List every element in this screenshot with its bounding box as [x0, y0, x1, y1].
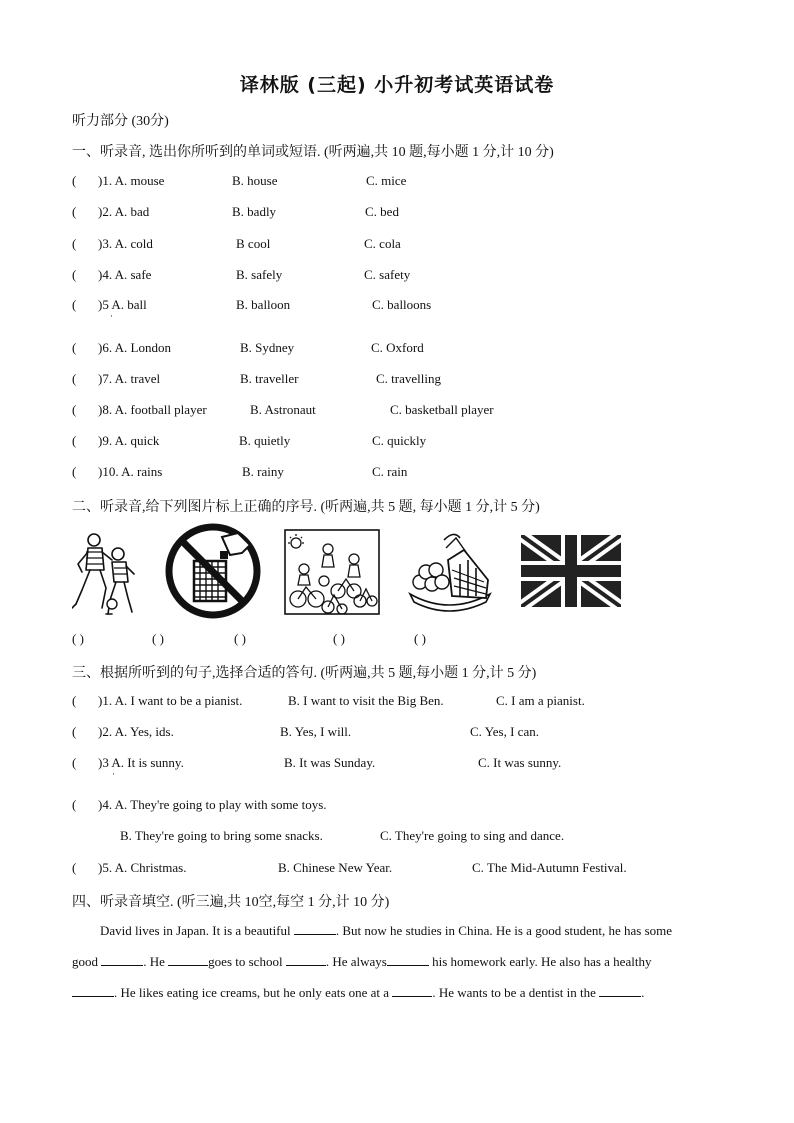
answer-paren[interactable]: ( [72, 724, 77, 739]
s3-question-2-option-c: C. Yes, I can. [470, 724, 539, 739]
question-4-option-c: C. safety [364, 267, 411, 282]
s3-question-3-option-b: B. It was Sunday. [284, 755, 376, 770]
fill-blank-1[interactable] [294, 922, 336, 935]
question-10-option-b: B. rainy [242, 464, 284, 479]
s3-question-4-option-c: C. They're going to sing and dance. [380, 828, 565, 843]
s3-question-2-option-a: )2. A. Yes, ids. [98, 724, 174, 739]
question-3-option-a: )3. A. cold [98, 236, 153, 251]
answer-paren[interactable]: ( [72, 860, 77, 875]
s3-question-2-option-b: B. Yes, I will. [280, 724, 352, 739]
s3-question-5-option-a: )5. A. Christmas. [98, 860, 187, 875]
section3-heading: 三、根据所听到的句子,选择合适的答句. (听两遍,共 5 题,每小题 1 分,计 5 分) [72, 666, 537, 681]
section1-heading: 一、听录音, 选出你所听到的单词或短语. (听两遍,共 10 题,每小题 1 分,计 10 分) [72, 145, 554, 160]
passage-line-1 [100, 922, 672, 939]
passage-text: . But now he studies in China. He is a good student, he has some [335, 923, 673, 938]
picture-answer-slot-3[interactable]: ( ) [234, 631, 246, 646]
answer-paren[interactable]: ( [72, 236, 77, 251]
question-1-option-b: B. house [232, 173, 278, 188]
answer-paren[interactable]: ( [72, 340, 77, 355]
question-8-option-a: )8. A. football player [98, 402, 207, 417]
question-8-option-c: C. basketball player [390, 402, 494, 417]
answer-paren[interactable]: ( [72, 693, 77, 708]
passage-text: good [72, 954, 102, 969]
question-3-option-c: C. cola [364, 236, 401, 251]
answer-paren[interactable]: ( [72, 204, 77, 219]
question-9-option-a: )9. A. quick [98, 433, 160, 448]
passage-text: . He [143, 954, 169, 969]
s3-question-5-option-b: B. Chinese New Year. [278, 860, 393, 875]
question-5-option-c: C. balloons [372, 297, 432, 312]
answer-paren[interactable]: ( [72, 402, 77, 417]
answer-paren[interactable]: ( [72, 297, 77, 312]
s3-question-1-option-a: )1. A. I want to be a pianist. [98, 693, 243, 708]
s3-question-1-option-b: B. I want to visit the Big Ben. [288, 693, 444, 708]
passage-text: . He wants to be a dentist in the [432, 985, 600, 1000]
question-2-option-c: C. bed [365, 204, 399, 219]
question-6-option-c: C. Oxford [371, 340, 424, 355]
question-1-option-c: C. mice [366, 173, 407, 188]
fruit-and-cake-icon [404, 530, 494, 616]
question-9-option-c: C. quickly [372, 433, 427, 448]
picture-answer-slot-2[interactable]: ( ) [152, 631, 164, 646]
passage-text: goes to school [208, 954, 286, 969]
s3-question-4-option-a: )4. A. They're going to play with some toys. [98, 797, 327, 812]
answer-paren[interactable]: ( [72, 371, 77, 386]
picture-answer-slot-5[interactable]: ( ) [414, 631, 426, 646]
question-5-option-a: )5 A. ball [98, 297, 147, 312]
fill-blank-6[interactable] [72, 984, 114, 997]
s3-question-3-option-a: )3 A. It is sunny. [98, 755, 184, 770]
question-10-option-a: )10. A. rains [98, 464, 163, 479]
question-4-option-b: B. safely [236, 267, 283, 282]
stray-dot: · [110, 311, 113, 321]
s3-question-1-option-c: C. I am a pianist. [496, 693, 585, 708]
stray-dot: · [112, 769, 115, 779]
question-6-option-a: )6. A. London [98, 340, 171, 355]
question-2-option-b: B. badly [232, 204, 277, 219]
answer-paren[interactable]: ( [72, 464, 77, 479]
listening-header: 听力部分 (30分) [72, 114, 169, 129]
picture-answer-slot-1[interactable]: ( ) [72, 631, 84, 646]
question-5-option-b: B. balloon [236, 297, 291, 312]
football-players-icon [72, 530, 138, 618]
question-7-option-c: C. travelling [376, 371, 441, 386]
answer-paren[interactable]: ( [72, 267, 77, 282]
question-4-option-a: )4. A. safe [98, 267, 152, 282]
section2-heading: 二、听录音,给下列图片标上正确的序号. (听两遍,共 5 题, 每小题 1 分,计 5 分) [72, 500, 540, 515]
answer-paren[interactable]: ( [72, 797, 77, 812]
question-2-option-a: )2. A. bad [98, 204, 150, 219]
question-8-option-b: B. Astronaut [250, 402, 316, 417]
passage-line-2 [72, 953, 651, 970]
fill-blank-8[interactable] [599, 984, 641, 997]
question-9-option-b: B. quietly [239, 433, 291, 448]
fill-blank-4[interactable] [286, 953, 326, 966]
passage-text: . He likes eating ice creams, but he only eats one at a [114, 985, 393, 1000]
passage-text: . [641, 985, 645, 1000]
fill-blank-2[interactable] [101, 953, 143, 966]
section4-heading: 四、听录音填空. (听三遍,共 10空,每空 1 分,计 10 分) [72, 895, 390, 910]
question-10-option-c: C. rain [372, 464, 408, 479]
fill-blank-7[interactable] [392, 984, 432, 997]
question-7-option-a: )7. A. travel [98, 371, 161, 386]
answer-paren[interactable]: ( [72, 173, 77, 188]
fill-blank-3[interactable] [168, 953, 208, 966]
passage-text: David lives in Japan. It is a beautiful [100, 923, 294, 938]
s3-question-3-option-c: C. It was sunny. [478, 755, 562, 770]
page-title: 译林版 (三起) 小升初考试英语试卷 [239, 74, 555, 96]
passage-text: . He always [325, 954, 387, 969]
question-3-option-b: B cool [236, 236, 271, 251]
fill-blank-5[interactable] [387, 953, 429, 966]
s3-question-5-option-c: C. The Mid-Autumn Festival. [472, 860, 627, 875]
question-7-option-b: B. traveller [240, 371, 299, 386]
question-6-option-b: B. Sydney [240, 340, 295, 355]
answer-paren[interactable]: ( [72, 755, 77, 770]
s3-question-4-option-b: B. They're going to bring some snacks. [120, 828, 323, 843]
union-jack-flag-icon [521, 535, 621, 607]
passage-text: his homework early. He also has a healthy [428, 954, 652, 969]
children-cycling-icon [284, 529, 380, 615]
no-littering-sign-icon [164, 523, 262, 619]
question-1-option-a: )1. A. mouse [98, 173, 165, 188]
passage-line-3 [72, 984, 644, 1001]
answer-paren[interactable]: ( [72, 433, 77, 448]
picture-answer-slot-4[interactable]: ( ) [333, 631, 345, 646]
